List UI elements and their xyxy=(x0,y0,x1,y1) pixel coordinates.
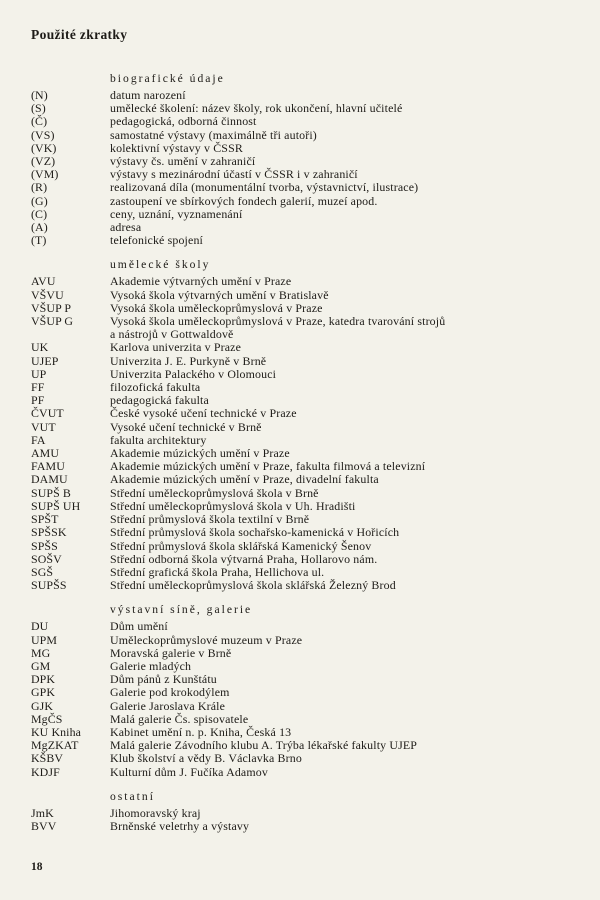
abbreviation-definition: zastoupení ve sbírkových fondech galerií, muzeí apod. xyxy=(110,193,378,208)
abbreviation-definition: pedagogická, odborná činnost xyxy=(110,114,257,129)
abbreviation-term: ČVUT xyxy=(31,406,64,421)
abbreviation-entry xyxy=(31,807,571,820)
abbreviation-definition: Střední uměleckoprůmyslová škola v Uh. Hradišti xyxy=(110,498,356,513)
abbreviation-term: (VM) xyxy=(31,167,59,182)
abbreviation-term: KDJF xyxy=(31,764,60,779)
abbreviation-section xyxy=(31,779,571,833)
abbreviation-entry xyxy=(31,820,571,833)
abbreviation-definition: Akademie výtvarných umění v Praze xyxy=(110,274,292,289)
abbreviation-term: KU Kniha xyxy=(31,724,82,739)
abbreviation-definition: datum narození xyxy=(110,88,186,102)
section-title: umělecké školy xyxy=(110,258,211,272)
abbreviation-entry xyxy=(31,195,571,208)
abbreviation-definition: adresa xyxy=(110,220,142,235)
abbreviation-definition: Jihomoravský kraj xyxy=(110,805,201,820)
abbreviation-entry xyxy=(31,634,571,647)
abbreviation-term: VŠUP G xyxy=(31,314,74,329)
abbreviation-definition: pedagogická fakulta xyxy=(110,393,209,408)
abbreviation-definition: Vysoká škola výtvarných umění v Bratislavě xyxy=(110,287,329,302)
abbreviation-definition: Galerie pod krokodýlem xyxy=(110,685,230,700)
abbreviation-definition: Akademie múzických umění v Praze xyxy=(110,446,290,461)
abbreviation-term: JmK xyxy=(31,805,54,820)
abbreviation-term: DU xyxy=(31,619,49,634)
abbreviation-entry xyxy=(31,407,571,420)
abbreviation-definition: Střední průmyslová škola textilní v Brně xyxy=(110,512,310,527)
entry-list xyxy=(31,89,571,247)
abbreviation-term: SUPŠ B xyxy=(31,485,71,500)
abbreviation-definition: Dům pánů z Kunštátu xyxy=(110,672,217,687)
abbreviation-term: (A) xyxy=(31,220,48,235)
abbreviation-term: SPŠSK xyxy=(31,525,67,540)
abbreviation-term: SGŠ xyxy=(31,564,54,579)
abbreviation-section xyxy=(31,592,571,778)
abbreviation-entry xyxy=(31,713,571,726)
abbreviation-entry xyxy=(31,766,571,779)
abbreviation-definition: Galerie mladých xyxy=(110,658,192,673)
abbreviation-definition: Moravská galerie v Brně xyxy=(110,645,232,660)
abbreviation-definition: Galerie Jaroslava Krále xyxy=(110,698,226,713)
abbreviation-term: VŠVU xyxy=(31,287,64,302)
abbreviation-definition: Střední průmyslová škola sklářská Kamenický Šenov xyxy=(110,538,372,553)
abbreviation-term: MgZKAT xyxy=(31,738,79,753)
abbreviation-term: GM xyxy=(31,658,51,673)
abbreviation-term: SOŠV xyxy=(31,551,62,566)
abbreviation-definition: telefonické spojení xyxy=(110,233,203,248)
section-title: výstavní síně, galerie xyxy=(110,603,253,617)
abbreviation-term: DAMU xyxy=(31,472,68,487)
abbreviation-term: UJEP xyxy=(31,353,59,368)
section-spacer xyxy=(31,779,571,788)
abbreviation-entry xyxy=(31,421,571,434)
abbreviation-term: (C) xyxy=(31,206,48,221)
abbreviation-definition: výstavy s mezinárodní účastí v ČSSR i v zahraničí xyxy=(110,167,358,182)
abbreviation-entry xyxy=(31,487,571,500)
abbreviation-definition: Akademie múzických umění v Praze, fakulta filmová a televizní xyxy=(110,459,426,474)
abbreviation-term: MG xyxy=(31,645,51,660)
abbreviation-definition: Akademie múzických umění v Praze, divadelní fakulta xyxy=(110,472,379,487)
section-spacer xyxy=(31,247,571,256)
abbreviation-entry xyxy=(31,647,571,660)
abbreviation-entry xyxy=(31,473,571,486)
abbreviation-entry xyxy=(31,234,571,247)
abbreviation-entry xyxy=(31,579,571,592)
abbreviation-term: (VZ) xyxy=(31,154,56,169)
abbreviation-definition: Střední uměleckoprůmyslová škola sklářská Železný Brod xyxy=(110,578,396,593)
abbreviation-term: GPK xyxy=(31,685,56,700)
abbreviation-entry xyxy=(31,540,571,553)
abbreviation-definition: samostatné výstavy (maximálně tři autoři) xyxy=(110,127,317,142)
abbreviation-entry xyxy=(31,553,571,566)
page-title: Použité zkratky xyxy=(31,27,128,42)
abbreviation-term: VUT xyxy=(31,419,56,434)
section-title: ostatní xyxy=(110,789,155,803)
abbreviation-term: SUPŠ UH xyxy=(31,498,81,513)
abbreviation-definition: výstavy čs. umění v zahraničí xyxy=(110,154,256,169)
abbreviation-term: (VK) xyxy=(31,140,57,155)
abbreviation-term: UP xyxy=(31,366,47,381)
abbreviation-definition: Střední uměleckoprůmyslová škola v Brně xyxy=(110,485,319,500)
abbreviation-section xyxy=(31,70,571,247)
entry-list xyxy=(31,275,571,592)
abbreviation-term: FA xyxy=(31,432,46,447)
abbreviation-term: DPK xyxy=(31,672,56,687)
abbreviation-term: (N) xyxy=(31,88,48,102)
abbreviation-term: SPŠS xyxy=(31,538,58,553)
abbreviation-definition: Dům umění xyxy=(110,619,168,634)
page-number: 18 xyxy=(31,861,43,873)
abbreviation-definition: ceny, uznání, vyznamenání xyxy=(110,206,243,221)
abbreviation-term: (Č) xyxy=(31,114,48,129)
abbreviation-definition: realizovaná díla (monumentální tvorba, výstavnictví, ilustrace) xyxy=(110,180,419,195)
abbreviation-term: AVU xyxy=(31,274,56,289)
abbreviation-entry xyxy=(31,275,571,288)
abbreviation-term: (S) xyxy=(31,101,46,116)
abbreviation-definition: Karlova univerzita v Praze xyxy=(110,340,242,355)
abbreviation-term: VŠUP P xyxy=(31,300,72,315)
abbreviation-definition: Střední grafická škola Praha, Hellichova ul. xyxy=(110,564,325,579)
abbreviation-definition: Kulturní dům J. Fučíka Adamov xyxy=(110,764,268,779)
abbreviation-definition: Malá galerie Závodního klubu A. Trýba lékařské fakulty UJEP xyxy=(110,738,418,753)
abbreviation-term: (VS) xyxy=(31,127,55,142)
abbreviation-section xyxy=(31,247,571,592)
abbreviation-definition: Univerzita Palackého v Olomouci xyxy=(110,366,277,381)
abbreviation-definition: Univerzita J. E. Purkyně v Brně xyxy=(110,353,267,368)
abbreviation-term: SUPŠS xyxy=(31,578,67,593)
abbreviation-term: UPM xyxy=(31,632,58,647)
abbreviation-definition: fakulta architektury xyxy=(110,432,207,447)
abbreviation-entry xyxy=(31,700,571,713)
abbreviation-term: (T) xyxy=(31,233,47,248)
abbreviation-term: GJK xyxy=(31,698,54,713)
abbreviation-definition: Brněnské veletrhy a výstavy xyxy=(110,818,250,833)
abbreviation-term: (R) xyxy=(31,180,48,195)
abbreviation-definition: filozofická fakulta xyxy=(110,380,201,395)
abbreviation-definition: Uměleckoprůmyslové muzeum v Praze xyxy=(110,632,303,647)
abbreviation-definition: Klub školství a vědy B. Václavka Brno xyxy=(110,751,302,766)
abbreviation-definition: Vysoká škola uměleckoprůmyslová v Praze xyxy=(110,300,323,315)
abbreviation-definition: Malá galerie Čs. spisovatele xyxy=(110,711,249,726)
abbreviation-definition: Střední odborná škola výtvarná Praha, Hollarovo nám. xyxy=(110,551,378,566)
abbreviation-term: MgČS xyxy=(31,711,63,726)
abbreviation-term: BVV xyxy=(31,818,57,833)
abbreviation-definition: Kabinet umění n. p. Kniha, Česká 13 xyxy=(110,724,292,739)
abbreviation-entry xyxy=(31,115,571,128)
abbreviation-entry xyxy=(31,289,571,302)
abbreviation-entry xyxy=(31,355,571,368)
abbreviation-definition: Střední průmyslová škola sochařsko-kamenická v Hořicích xyxy=(110,525,400,540)
abbreviation-entry xyxy=(31,686,571,699)
abbreviation-definition: kolektivní výstavy v ČSSR xyxy=(110,140,243,155)
abbreviation-term: FF xyxy=(31,380,45,395)
entry-list xyxy=(31,807,571,833)
abbreviation-term: KŠBV xyxy=(31,751,64,766)
section-spacer xyxy=(31,592,571,601)
abbreviation-list xyxy=(31,70,571,833)
abbreviation-entry xyxy=(31,526,571,539)
abbreviation-term: SPŠT xyxy=(31,512,59,527)
abbreviation-term: (G) xyxy=(31,193,48,208)
abbreviation-definition: České vysoké učení technické v Praze xyxy=(110,406,297,421)
abbreviation-definition: umělecké školení: název školy, rok ukončení, hlavní učitelé xyxy=(110,101,403,116)
abbreviation-definition: Vysoké učení technické v Brně xyxy=(110,419,262,434)
abbreviation-entry xyxy=(31,129,571,142)
abbreviation-entry xyxy=(31,341,571,354)
abbreviation-term: PF xyxy=(31,393,45,408)
abbreviation-term: AMU xyxy=(31,446,60,461)
abbreviation-entry xyxy=(31,181,571,194)
abbreviation-entry xyxy=(31,620,571,633)
abbreviation-entry xyxy=(31,752,571,765)
section-title: biografické údaje xyxy=(110,72,225,85)
abbreviation-term: UK xyxy=(31,340,49,355)
abbreviation-definition: Vysoká škola uměleckoprůmyslová v Praze, katedra tvarování strojů xyxy=(110,314,446,329)
abbreviation-definition-continuation: a nástrojů v Gottwaldově xyxy=(110,327,234,342)
abbreviation-term: FAMU xyxy=(31,459,65,474)
entry-list xyxy=(31,620,571,778)
